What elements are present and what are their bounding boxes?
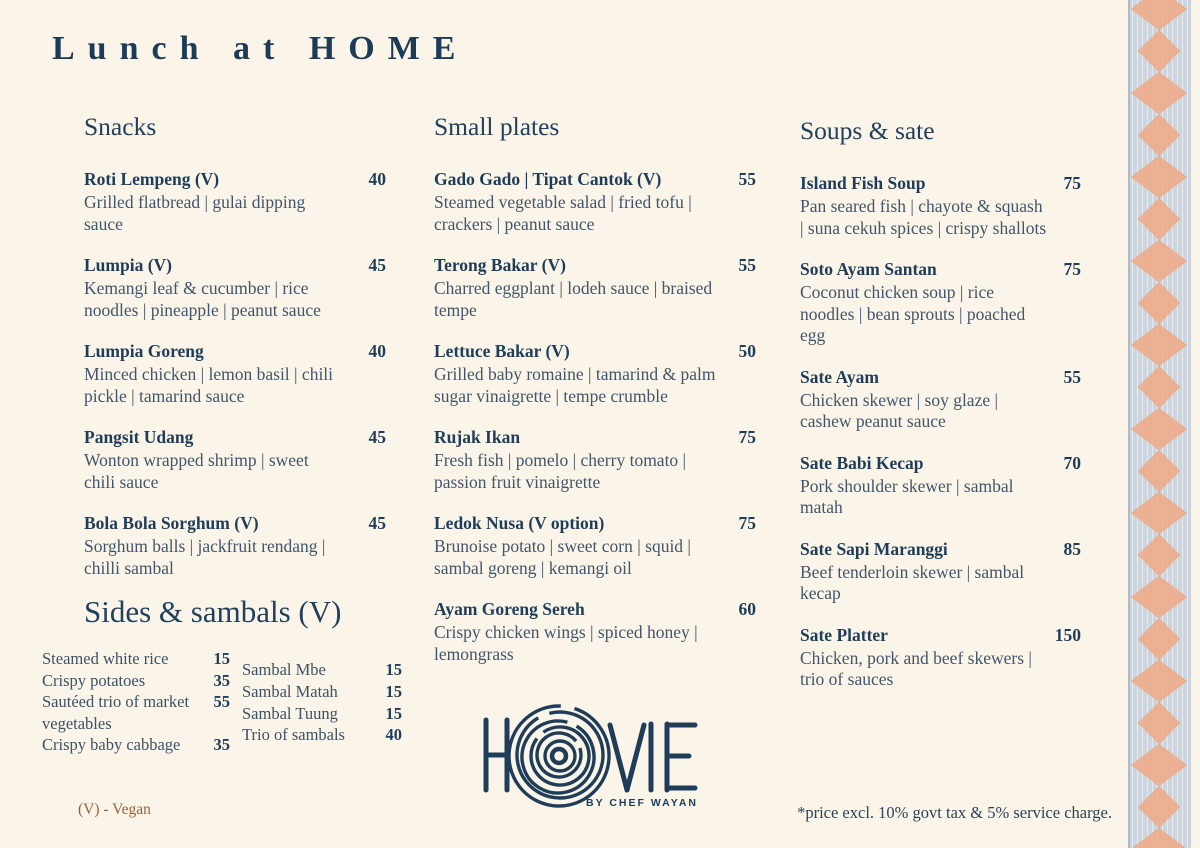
side-price: 35 <box>213 735 230 754</box>
sides-list-left <box>42 648 230 756</box>
side-name: Sambal Matah <box>242 681 338 701</box>
item-price: 75 <box>738 427 756 447</box>
item-price: 75 <box>738 513 756 533</box>
side-name: Crispy baby cabbage <box>42 735 181 754</box>
item-name: Bola Bola Sorghum (V) <box>84 513 259 533</box>
item-price: 75 <box>1063 173 1081 193</box>
item-price: 70 <box>1063 452 1081 473</box>
wood-rings-logo-icon <box>480 698 718 816</box>
soups-heading: Soups & sate <box>800 116 935 145</box>
item-name: Sate Ayam <box>800 366 879 387</box>
item-desc: Crispy chicken wings | spiced honey | lemongrass <box>434 622 698 664</box>
item-name: Lettuce Bakar (V) <box>434 341 570 361</box>
page-title: Lunch at HOME <box>52 30 469 67</box>
menu-item <box>434 512 756 579</box>
menu-item <box>800 172 1081 239</box>
logo-tagline: BY CHEF WAYAN <box>586 797 698 809</box>
item-desc: Wonton wrapped shrimp | sweet chili sauce <box>84 450 309 492</box>
side-price: 55 <box>213 692 230 711</box>
side-price: 15 <box>385 703 402 723</box>
menu-item <box>434 340 756 407</box>
item-name: Sate Babi Kecap <box>800 452 924 473</box>
item-name: Ayam Goreng Sereh <box>434 599 585 619</box>
menu-item <box>800 538 1081 605</box>
menu-item <box>800 624 1081 691</box>
side-row <box>242 681 402 703</box>
side-name: Sautéed trio of market vegetables <box>42 692 190 733</box>
side-row <box>42 734 230 756</box>
menu-item <box>84 168 386 235</box>
side-name: Crispy potatoes <box>42 670 146 690</box>
item-name: Terong Bakar (V) <box>434 255 566 275</box>
small-plates-heading: Small plates <box>434 112 560 141</box>
item-name: Rujak Ikan <box>434 427 521 447</box>
menu-item <box>434 254 756 321</box>
item-name: Lumpia (V) <box>84 255 172 275</box>
item-price: 40 <box>368 341 386 361</box>
sides-list-right <box>242 659 402 746</box>
item-name: Lumpia Goreng <box>84 341 204 361</box>
item-price: 45 <box>368 427 386 447</box>
item-desc: Sorghum balls | jackfruit rendang | chilli sambal <box>84 536 326 578</box>
item-name: Roti Lempeng (V) <box>84 169 220 189</box>
item-desc: Beef tenderloin skewer | sambal kecap <box>800 561 1025 603</box>
item-price: 55 <box>1063 366 1081 387</box>
snacks-heading: Snacks <box>84 112 157 141</box>
item-name: Sate Sapi Maranggi <box>800 538 948 559</box>
menu-item <box>84 340 386 407</box>
item-name: Soto Ayam Santan <box>800 259 937 279</box>
menu-item <box>800 452 1081 519</box>
item-price: 85 <box>1063 538 1081 559</box>
menu-item <box>84 512 386 579</box>
item-price: 60 <box>738 599 756 619</box>
item-price: 45 <box>368 513 386 533</box>
item-desc: Pan seared fish | chayote & squash | suna cekuh spices | crispy shallots <box>800 196 1047 238</box>
item-desc: Chicken, pork and beef skewers | trio of sauces <box>800 647 1032 689</box>
item-name: Island Fish Soup <box>800 173 926 193</box>
item-desc: Kemangi leaf & cucumber | rice noodles | pineapple | peanut sauce <box>84 278 321 320</box>
item-name: Sate Platter <box>800 624 888 645</box>
item-desc: Pork shoulder skewer | sambal matah <box>800 475 1014 517</box>
item-price: 45 <box>368 255 386 275</box>
item-desc: Coconut chicken soup | rice noodles | bean sprouts | poached egg <box>800 282 1026 345</box>
item-desc: Charred eggplant | lodeh sauce | braised tempe <box>434 278 713 320</box>
menu-item <box>84 254 386 321</box>
sides-heading: Sides & sambals (V) <box>84 594 342 629</box>
section-soups-sate <box>800 114 1081 710</box>
menu-item <box>434 598 756 665</box>
item-price: 75 <box>1063 259 1081 279</box>
item-desc: Grilled flatbread | gulai dipping sauce <box>84 192 306 234</box>
side-name: Sambal Mbe <box>242 660 326 679</box>
tax-service-note: *price excl. 10% govt tax & 5% service charge. <box>797 803 1112 822</box>
side-row <box>42 691 230 734</box>
side-row <box>242 659 402 681</box>
vegan-legend: (V) - Vegan <box>78 801 151 818</box>
side-name: Trio of sambals <box>242 725 345 745</box>
item-desc: Chicken skewer | soy glaze | cashew peanut sauce <box>800 389 998 431</box>
side-row <box>42 648 230 670</box>
side-price: 40 <box>385 725 402 745</box>
ikat-diamond-pattern-icon <box>1130 0 1190 848</box>
menu-item <box>434 426 756 493</box>
item-price: 150 <box>1054 624 1081 645</box>
item-name: Pangsit Udang <box>84 427 194 447</box>
item-name: Gado Gado | Tipat Cantok (V) <box>434 169 662 189</box>
side-row <box>242 703 402 725</box>
side-price: 15 <box>213 649 230 668</box>
side-row <box>42 670 230 692</box>
side-price: 15 <box>385 660 402 679</box>
decorative-border-strip <box>1128 0 1191 848</box>
side-price: 15 <box>385 681 402 701</box>
side-price: 35 <box>213 670 230 690</box>
side-name: Sambal Tuung <box>242 703 338 723</box>
menu-item <box>434 168 756 235</box>
item-price: 55 <box>738 255 756 275</box>
section-snacks <box>84 110 386 598</box>
item-desc: Grilled baby romaine | tamarind & palm sugar vinaigrette | tempe crumble <box>434 364 716 406</box>
item-price: 40 <box>368 169 386 189</box>
side-row <box>242 724 402 746</box>
item-desc: Minced chicken | lemon basil | chili pickle | tamarind sauce <box>84 364 334 406</box>
side-name: Steamed white rice <box>42 649 169 668</box>
item-price: 50 <box>738 341 756 361</box>
item-name: Ledok Nusa (V option) <box>434 513 605 533</box>
menu-item <box>800 258 1081 347</box>
menu-item <box>800 366 1081 433</box>
item-price: 55 <box>738 169 756 189</box>
item-desc: Fresh fish | pomelo | cherry tomato | passion fruit vinaigrette <box>434 450 687 492</box>
restaurant-logo <box>480 698 718 816</box>
menu-item <box>84 426 386 493</box>
item-desc: Steamed vegetable salad | fried tofu | crackers | peanut sauce <box>434 192 692 234</box>
section-small-plates <box>434 110 756 684</box>
item-desc: Brunoise potato | sweet corn | squid | sambal goreng | kemangi oil <box>434 536 691 578</box>
